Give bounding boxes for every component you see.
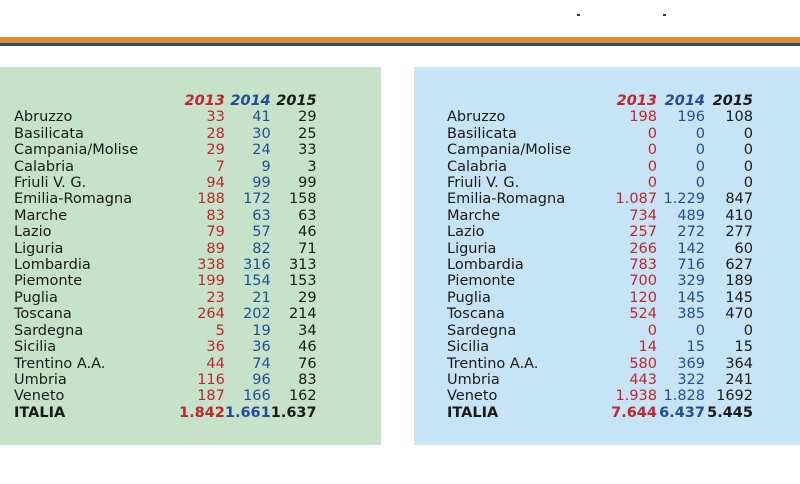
region-cell: Campania/Molise (14, 142, 139, 159)
region-cell: Lombardia (447, 257, 524, 274)
total-row (447, 405, 753, 421)
table-row (14, 306, 317, 322)
value-2015-cell: 277 (725, 224, 753, 241)
table-row (447, 126, 753, 142)
value-2014-cell: 15 (686, 339, 705, 356)
value-2015-cell: 46 (298, 224, 317, 241)
value-2014-cell: 1.661 (224, 404, 271, 421)
table-row (447, 388, 753, 404)
value-2014-cell: 9 (261, 158, 271, 175)
table-row (447, 339, 753, 355)
value-2014-cell: 145 (677, 289, 705, 306)
region-cell: Toscana (447, 306, 505, 323)
value-2014-cell: 1.828 (663, 388, 705, 405)
value-2014-cell: 202 (243, 306, 271, 323)
table-row (447, 323, 753, 339)
region-cell: Trentino A.A. (447, 355, 539, 372)
value-2014-cell: 166 (243, 388, 271, 405)
table-row (447, 273, 753, 289)
value-2013-cell: 524 (629, 306, 657, 323)
header-2013: 2013 (184, 93, 225, 109)
value-2015-cell: 153 (288, 273, 317, 290)
value-2014-cell: 96 (252, 371, 271, 388)
value-2015-cell: 76 (298, 355, 317, 372)
region-cell: Lazio (447, 224, 485, 241)
total-row (14, 405, 317, 421)
value-2013-cell: 198 (629, 109, 657, 126)
table-row (447, 159, 753, 175)
value-2014-cell: 6.437 (659, 404, 705, 421)
value-2015-cell: 162 (288, 388, 317, 405)
value-2013-cell: 0 (647, 322, 657, 339)
value-2015-cell: 847 (725, 191, 753, 208)
header-spacer (447, 93, 609, 109)
region-cell: Abruzzo (447, 109, 506, 126)
table-row (447, 175, 753, 191)
value-2015-cell: 46 (298, 339, 317, 356)
table-row (14, 191, 317, 207)
value-2014-cell: 369 (677, 355, 705, 372)
value-2013-cell: 443 (629, 371, 657, 388)
region-cell: Sardegna (447, 322, 517, 339)
table-row (14, 142, 317, 158)
value-2013-cell: 120 (629, 289, 657, 306)
header-2014: 2014 (664, 93, 705, 109)
header-2015: 2015 (712, 93, 753, 109)
region-cell: Lazio (14, 224, 52, 241)
value-2013-cell: 266 (629, 240, 657, 257)
header-2015: 2015 (276, 93, 317, 109)
value-2015-cell: 241 (725, 371, 753, 388)
region-cell: Piemonte (447, 273, 516, 290)
table-row (447, 356, 753, 372)
header-stripe-blue (0, 43, 800, 46)
value-2014-cell: 322 (677, 371, 705, 388)
region-cell: Trentino A.A. (14, 355, 106, 372)
table-row (14, 273, 317, 289)
region-cell: Sardegna (14, 322, 84, 339)
table-row (447, 372, 753, 388)
value-2015-cell: 364 (725, 355, 753, 372)
value-2013-cell: 7.644 (611, 404, 657, 421)
value-2014-cell: 172 (243, 191, 271, 208)
value-2015-cell: 1692 (716, 388, 753, 405)
header-2013: 2013 (616, 93, 657, 109)
table-row (447, 290, 753, 306)
value-2013-cell: 0 (647, 158, 657, 175)
region-cell: Umbria (14, 371, 67, 388)
value-2013-cell: 199 (197, 273, 225, 290)
value-2015-cell: 313 (288, 257, 317, 274)
value-2015-cell: 0 (743, 322, 753, 339)
region-cell: Veneto (14, 388, 65, 405)
value-2015-cell: 29 (298, 109, 317, 126)
region-cell: ITALIA (14, 404, 66, 421)
value-2015-cell: 0 (743, 175, 753, 192)
value-2013-cell: 7 (215, 158, 225, 175)
region-cell: Marche (447, 207, 501, 224)
header-mark-right (663, 14, 666, 16)
right-table (447, 93, 753, 421)
value-2014-cell: 316 (243, 257, 271, 274)
value-2015-cell: 15 (734, 339, 753, 356)
value-2015-cell: 0 (743, 158, 753, 175)
value-2014-cell: 0 (695, 142, 705, 159)
region-cell: Sicilia (447, 339, 490, 356)
value-2014-cell: 24 (252, 142, 271, 159)
table-row (447, 224, 753, 240)
value-2013-cell: 83 (206, 207, 225, 224)
value-2013-cell: 23 (206, 289, 225, 306)
value-2015-cell: 189 (725, 273, 753, 290)
value-2014-cell: 63 (252, 207, 271, 224)
region-cell: Piemonte (14, 273, 83, 290)
value-2015-cell: 145 (725, 289, 753, 306)
value-2013-cell: 338 (197, 257, 225, 274)
region-cell: Basilicata (14, 125, 84, 142)
value-2015-cell: 71 (298, 240, 317, 257)
table-row (14, 339, 317, 355)
value-2013-cell: 0 (647, 125, 657, 142)
region-cell: Liguria (14, 240, 64, 257)
value-2013-cell: 1.087 (615, 191, 657, 208)
value-2015-cell: 99 (298, 175, 317, 192)
table-row (447, 191, 753, 207)
value-2015-cell: 29 (298, 289, 317, 306)
value-2015-cell: 158 (288, 191, 317, 208)
value-2014-cell: 21 (252, 289, 271, 306)
value-2014-cell: 329 (677, 273, 705, 290)
header-spacer (14, 93, 179, 109)
value-2013-cell: 79 (206, 224, 225, 241)
right-table-body (447, 109, 753, 421)
value-2013-cell: 264 (197, 306, 225, 323)
region-cell: Calabria (14, 158, 75, 175)
value-2013-cell: 5 (215, 322, 225, 339)
value-2014-cell: 196 (677, 109, 705, 126)
value-2015-cell: 470 (725, 306, 753, 323)
table-row (447, 241, 753, 257)
header-2014: 2014 (230, 93, 271, 109)
value-2014-cell: 57 (252, 224, 271, 241)
value-2013-cell: 187 (197, 388, 225, 405)
value-2014-cell: 0 (695, 175, 705, 192)
region-cell: ITALIA (447, 404, 499, 421)
right-panel (414, 67, 800, 445)
region-cell: Basilicata (447, 125, 517, 142)
value-2013-cell: 44 (206, 355, 225, 372)
region-cell: Friuli V. G. (14, 175, 87, 192)
table-row (447, 257, 753, 273)
region-cell: Toscana (14, 306, 72, 323)
region-cell: Friuli V. G. (447, 175, 520, 192)
table-header-row (447, 93, 753, 109)
table-row (447, 142, 753, 158)
region-cell: Emilia-Romagna (14, 191, 133, 208)
region-cell: Sicilia (14, 339, 57, 356)
value-2015-cell: 25 (298, 125, 317, 142)
value-2013-cell: 188 (197, 191, 225, 208)
table-row (14, 126, 317, 142)
table-row (14, 175, 317, 191)
value-2014-cell: 36 (252, 339, 271, 356)
left-panel (0, 67, 381, 445)
left-table (14, 93, 317, 421)
value-2014-cell: 1.229 (663, 191, 705, 208)
region-cell: Lombardia (14, 257, 91, 274)
value-2014-cell: 0 (695, 322, 705, 339)
region-cell: Umbria (447, 371, 500, 388)
table-row (14, 323, 317, 339)
value-2014-cell: 74 (252, 355, 271, 372)
table-row (14, 257, 317, 273)
region-cell: Puglia (14, 289, 58, 306)
value-2013-cell: 89 (206, 240, 225, 257)
value-2013-cell: 1.842 (179, 404, 225, 421)
region-cell: Veneto (447, 388, 498, 405)
value-2014-cell: 19 (252, 322, 271, 339)
table-header-row (14, 93, 317, 109)
value-2015-cell: 108 (725, 109, 753, 126)
value-2013-cell: 783 (629, 257, 657, 274)
value-2013-cell: 0 (647, 142, 657, 159)
value-2014-cell: 272 (677, 224, 705, 241)
region-cell: Abruzzo (14, 109, 73, 126)
table-row (14, 372, 317, 388)
value-2015-cell: 83 (298, 371, 317, 388)
table-row (14, 356, 317, 372)
value-2013-cell: 116 (197, 371, 225, 388)
value-2015-cell: 3 (307, 158, 317, 175)
value-2013-cell: 28 (206, 125, 225, 142)
value-2014-cell: 0 (695, 158, 705, 175)
region-cell: Calabria (447, 158, 508, 175)
value-2014-cell: 154 (243, 273, 271, 290)
value-2013-cell: 29 (206, 142, 225, 159)
value-2014-cell: 99 (252, 175, 271, 192)
value-2014-cell: 716 (677, 257, 705, 274)
value-2015-cell: 0 (743, 125, 753, 142)
value-2013-cell: 94 (206, 175, 225, 192)
value-2013-cell: 33 (206, 109, 225, 126)
value-2015-cell: 5.445 (707, 404, 753, 421)
value-2013-cell: 14 (638, 339, 657, 356)
header-mark-left (577, 14, 580, 16)
left-table-body (14, 109, 317, 421)
value-2015-cell: 627 (725, 257, 753, 274)
value-2014-cell: 489 (677, 207, 705, 224)
value-2014-cell: 82 (252, 240, 271, 257)
value-2013-cell: 700 (629, 273, 657, 290)
table-row (14, 109, 317, 125)
region-cell: Liguria (447, 240, 497, 257)
region-cell: Emilia-Romagna (447, 191, 566, 208)
value-2013-cell: 1.938 (615, 388, 657, 405)
value-2014-cell: 385 (677, 306, 705, 323)
value-2014-cell: 142 (677, 240, 705, 257)
table-row (447, 306, 753, 322)
table-row (14, 159, 317, 175)
value-2015-cell: 1.637 (270, 404, 317, 421)
table-row (447, 208, 753, 224)
value-2013-cell: 36 (206, 339, 225, 356)
value-2015-cell: 410 (725, 207, 753, 224)
value-2015-cell: 60 (734, 240, 753, 257)
value-2014-cell: 41 (252, 109, 271, 126)
table-row (14, 224, 317, 240)
value-2015-cell: 0 (743, 142, 753, 159)
value-2013-cell: 734 (629, 207, 657, 224)
region-cell: Campania/Molise (447, 142, 572, 159)
value-2013-cell: 0 (647, 175, 657, 192)
table-row (14, 290, 317, 306)
table-row (14, 208, 317, 224)
value-2014-cell: 0 (695, 125, 705, 142)
value-2015-cell: 214 (288, 306, 317, 323)
value-2015-cell: 33 (298, 142, 317, 159)
value-2014-cell: 30 (252, 125, 271, 142)
region-cell: Marche (14, 207, 68, 224)
table-row (14, 388, 317, 404)
value-2015-cell: 34 (298, 322, 317, 339)
table-row (14, 241, 317, 257)
value-2013-cell: 257 (629, 224, 657, 241)
value-2015-cell: 63 (298, 207, 317, 224)
region-cell: Puglia (447, 289, 491, 306)
value-2013-cell: 580 (629, 355, 657, 372)
table-row (447, 109, 753, 125)
